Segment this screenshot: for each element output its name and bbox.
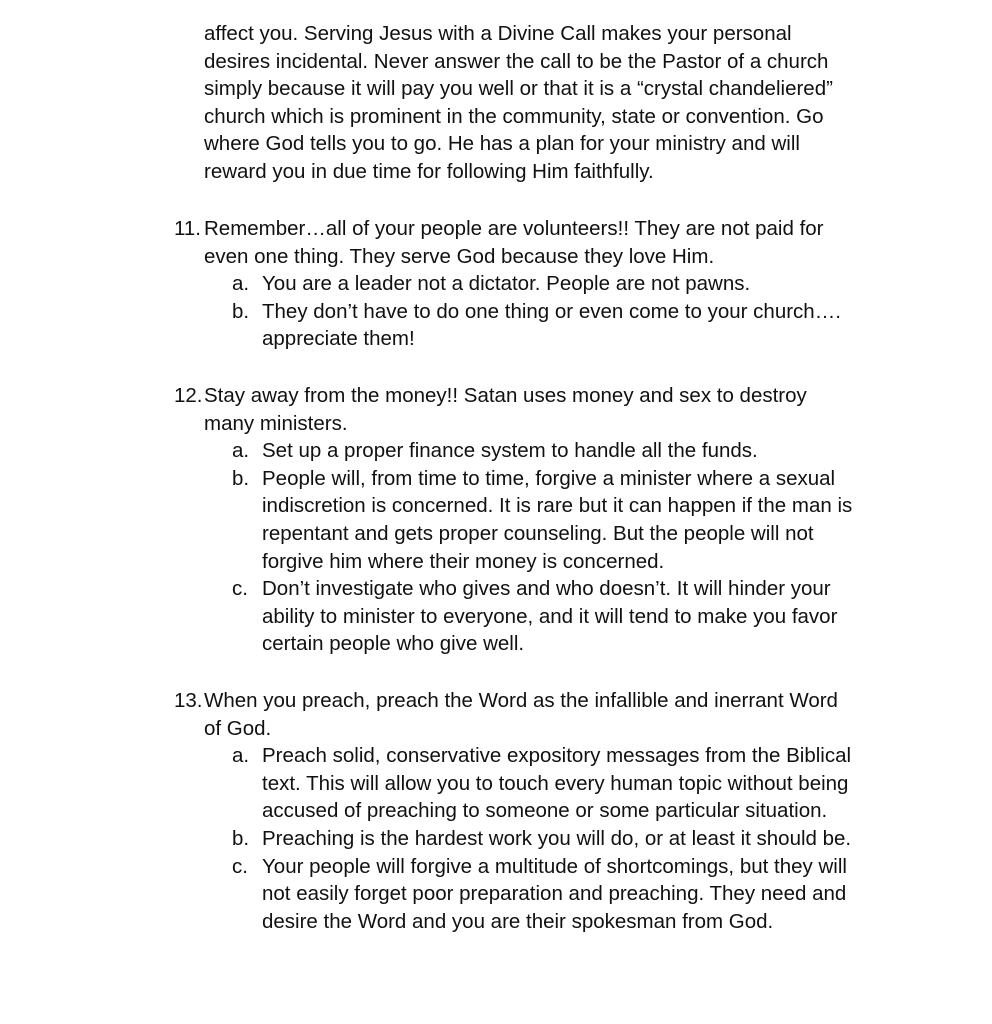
list-item-text: Remember…all of your people are volunteers!! They are not paid for even one thing. They serve God because they love Him. <box>204 217 824 268</box>
list-item-number: 12. <box>174 384 203 407</box>
sub-item-letter: c. <box>232 577 248 601</box>
intro-paragraph: affect you. Serving Jesus with a Divine Call makes your personal desires incidental. Never answer the call to be the Pastor of a church simply because it will pay you well or that it is a “crystal chandeliered” church which is prominent in the community, state or convention. Go where God tells you to go. He has a plan for your ministry and will reward you in due time for following Him faithfully. <box>204 22 833 183</box>
sub-item <box>174 270 854 298</box>
list-item-heading <box>174 215 854 270</box>
list-item-13 <box>174 687 854 935</box>
sub-item <box>174 742 854 825</box>
list-item-number: 13. <box>174 689 203 712</box>
sub-item <box>174 298 854 353</box>
sub-item-letter: a. <box>232 272 250 296</box>
sub-item <box>174 575 854 658</box>
sub-item <box>174 437 854 465</box>
sub-item-text: Preach solid, conservative expository messages from the Biblical text. This will allow you to touch every human topic without being accused of preaching to someone or some particular situation. <box>262 744 852 823</box>
sub-item-letter: b. <box>232 299 250 323</box>
sub-item <box>174 853 854 936</box>
list-item-12 <box>174 382 854 658</box>
list-item-number: 11. <box>174 217 201 240</box>
sub-list <box>174 437 854 658</box>
sub-item-text: Your people will forgive a multitude of shortcomings, but they will not easily forget poor preparation and preaching. They need and desire the Word and you are their spokesman from God. <box>262 854 847 933</box>
sub-item-letter: b. <box>232 826 250 850</box>
sub-item-text: Don’t investigate who gives and who doesn’t. It will hinder your ability to minister to everyone, and it will tend to make you favor certain people who give well. <box>262 577 838 656</box>
sub-list <box>174 270 854 353</box>
sub-item-text: Set up a proper finance system to handle all the funds. <box>262 439 758 463</box>
list-item-text: Stay away from the money!! Satan uses money and sex to destroy many ministers. <box>204 384 807 435</box>
list-item-heading <box>174 382 854 437</box>
sub-item-letter: a. <box>232 744 250 768</box>
sub-list <box>174 742 854 935</box>
sub-item-text: You are a leader not a dictator. People are not pawns. <box>262 272 751 296</box>
sub-item-letter: c. <box>232 854 248 878</box>
list-item-heading <box>174 687 854 742</box>
sub-item-letter: b. <box>232 466 250 490</box>
list-item-11 <box>174 215 854 353</box>
sub-item-letter: a. <box>232 439 250 463</box>
sub-item <box>174 465 854 575</box>
sub-item-text: People will, from time to time, forgive a minister where a sexual indiscretion is concerned. It is rare but it can happen if the man is repentant and gets proper counseling. But the people will not forgive him where their money is concerned. <box>262 466 853 573</box>
sub-item-text: Preaching is the hardest work you will do, or at least it should be. <box>262 826 852 850</box>
sub-item <box>174 825 854 853</box>
list-item-text: When you preach, preach the Word as the infallible and inerrant Word of God. <box>204 689 838 740</box>
sub-item-text: They don’t have to do one thing or even come to your church…. appreciate them! <box>262 299 841 351</box>
